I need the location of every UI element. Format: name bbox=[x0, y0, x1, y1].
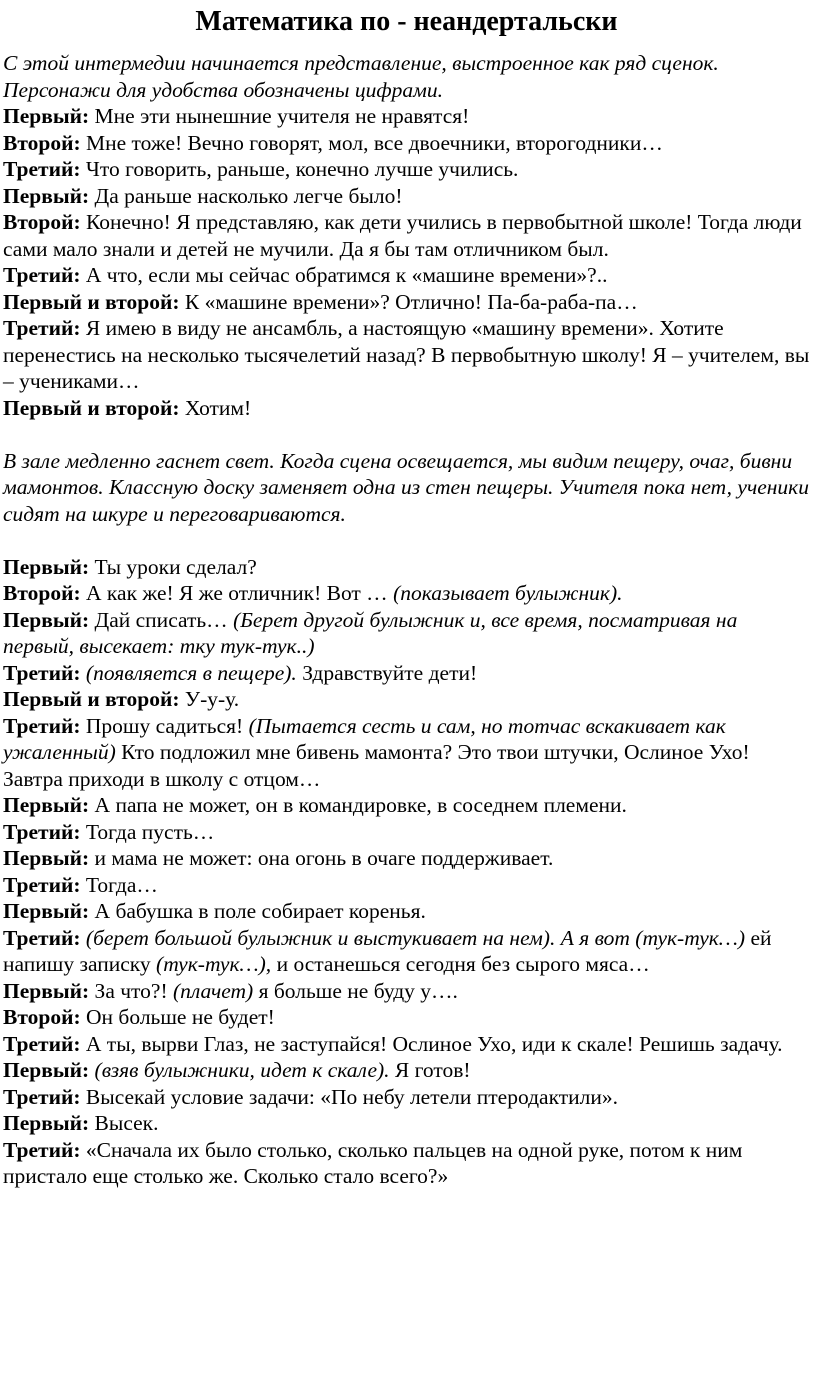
dialogue-line bbox=[3, 898, 810, 925]
dialogue-line bbox=[3, 1057, 810, 1084]
line-text: Я имею в виду не ансамбль, а настоящую «машину времени». Хотите перенестись на несколько тысячелетий назад? В первобытную школу! Я – учителем, вы – учениками… bbox=[3, 316, 810, 393]
speaker-label: Первый: bbox=[3, 978, 90, 1003]
line-text: За что?! bbox=[94, 978, 168, 1003]
dialogue-line bbox=[3, 792, 810, 819]
dialogue-line bbox=[3, 1084, 810, 1111]
line-text: и мама не может: она огонь в очаге поддерживает. bbox=[94, 846, 554, 870]
line-text: А бабушка в поле собирает коренья. bbox=[94, 899, 426, 923]
speaker-label: Третий: bbox=[3, 316, 81, 340]
dialogue-line bbox=[3, 262, 810, 289]
speaker-label: Третий: bbox=[3, 819, 81, 844]
speaker-label: Третий: bbox=[3, 1084, 81, 1109]
dialogue-line bbox=[3, 1110, 810, 1137]
line-text: я больше не буду у…. bbox=[258, 978, 458, 1003]
line-text: Здравствуйте дети! bbox=[302, 660, 478, 685]
line-text: А папа не может, он в командировке, в соседнем племени. bbox=[94, 793, 627, 817]
speaker-label: Второй: bbox=[3, 130, 81, 155]
line-text: Да раньше насколько легче было! bbox=[94, 183, 403, 208]
line-text: Прошу садиться! bbox=[85, 713, 244, 738]
remark-text: (Пытается сесть и сам, но тотчас вскакивает как ужаленный) bbox=[3, 713, 726, 764]
paragraph-gap bbox=[3, 421, 810, 448]
line-text: А что, если мы сейчас обратимся к «машине времени»?.. bbox=[85, 263, 608, 287]
dialogue-line bbox=[3, 1137, 810, 1190]
remark-text: (Берет другой булыжник и, все время, посматривая на первый, высекает: тку тук-тук..) bbox=[3, 607, 738, 658]
dialogue-line bbox=[3, 130, 810, 157]
dialogue-line bbox=[3, 978, 810, 1005]
remark-text: (показывает булыжник). bbox=[393, 581, 623, 605]
remark-text: (берет большой булыжник и выстукивает на нем). А я вот (тук-тук…) bbox=[85, 925, 746, 950]
dialogue-line bbox=[3, 607, 810, 660]
line-text: Он больше не будет! bbox=[86, 1005, 275, 1029]
dialogue-line bbox=[3, 554, 810, 581]
line-text: Мне эти нынешние учителя не нравятся! bbox=[94, 104, 470, 128]
dialogue-line bbox=[3, 103, 810, 130]
dialogue-line bbox=[3, 395, 810, 422]
speaker-label: Первый: bbox=[3, 607, 90, 632]
remark-text: (тук-тук…), bbox=[156, 952, 272, 976]
line-text: и останешься сегодня без сырого мяса… bbox=[276, 952, 650, 976]
line-text: Тогда… bbox=[85, 872, 158, 897]
dialogue-line bbox=[3, 845, 810, 872]
dialogue-line bbox=[3, 315, 810, 395]
speaker-label: Первый: bbox=[3, 1111, 90, 1135]
dialogue-line bbox=[3, 925, 810, 978]
line-text: Дай списать… bbox=[94, 607, 228, 632]
line-text: Кто подложил мне бивень мамонта? Это твои штучки, Ослиное Ухо! Завтра приходи в школу с отцом… bbox=[3, 740, 750, 791]
dialogue-line bbox=[3, 209, 810, 262]
speaker-label: Третий: bbox=[3, 1031, 81, 1056]
speaker-label: Первый: bbox=[3, 899, 90, 923]
dialogue-line bbox=[3, 289, 810, 316]
speaker-label: Третий: bbox=[3, 660, 81, 685]
speaker-label: Первый: bbox=[3, 104, 90, 128]
line-text: Хотим! bbox=[184, 395, 252, 420]
speaker-label: Первый и второй: bbox=[3, 395, 180, 420]
dialogue-line bbox=[3, 713, 810, 793]
line-text: А ты, вырви Глаз, не заступайся! Ослиное Ухо, иди к скале! Решишь задачу. bbox=[85, 1031, 783, 1056]
speaker-label: Первый: bbox=[3, 554, 90, 579]
speaker-label: Первый: bbox=[3, 183, 90, 208]
line-text: К «машине времени»? Отлично! Па-ба-раба-па… bbox=[184, 289, 638, 314]
speaker-label: Второй: bbox=[3, 581, 81, 605]
speaker-label: Первый и второй: bbox=[3, 289, 180, 314]
line-text: Конечно! Я представляю, как дети учились в первобытной школе! Тогда люди сами мало знали и детей не мучили. Да я бы там отличником был. bbox=[3, 210, 802, 261]
script-text bbox=[3, 50, 810, 1190]
speaker-label: Первый и второй: bbox=[3, 687, 180, 711]
line-text: Что говорить, раньше, конечно лучше учились. bbox=[85, 157, 519, 181]
dialogue-line bbox=[3, 156, 810, 183]
line-text: Тогда пусть… bbox=[85, 819, 215, 844]
speaker-label: Третий: bbox=[3, 263, 81, 287]
dialogue-line bbox=[3, 580, 810, 607]
dialogue-line bbox=[3, 1031, 810, 1058]
line-text: Высек. bbox=[94, 1111, 159, 1135]
line-text: Мне тоже! Вечно говорят, мол, все двоечники, второгодники… bbox=[86, 130, 663, 155]
speaker-label: Второй: bbox=[3, 210, 81, 234]
speaker-label: Первый: bbox=[3, 1058, 90, 1082]
document-page bbox=[0, 4, 816, 1373]
speaker-label: Третий: bbox=[3, 872, 81, 897]
speaker-label: Первый: bbox=[3, 793, 90, 817]
dialogue-line bbox=[3, 183, 810, 210]
line-text: А как же! Я же отличник! Вот … bbox=[86, 581, 388, 605]
paragraph-gap bbox=[3, 527, 810, 554]
dialogue-line bbox=[3, 819, 810, 846]
line-text: Ты уроки сделал? bbox=[94, 554, 257, 579]
line-text: У-у-у. bbox=[184, 687, 240, 711]
line-text: Высекай условие задачи: «По небу летели птеродактили». bbox=[85, 1084, 618, 1109]
page-title: Математика по - неандертальски bbox=[195, 6, 618, 37]
dialogue-line bbox=[3, 660, 810, 687]
speaker-label: Третий: bbox=[3, 713, 81, 738]
remark-text: (плачет) bbox=[173, 978, 254, 1003]
remark-text: (взяв булыжники, идет к скале). bbox=[94, 1058, 390, 1082]
speaker-label: Третий: bbox=[3, 157, 81, 181]
dialogue-line bbox=[3, 1004, 810, 1031]
speaker-label: Третий: bbox=[3, 1137, 81, 1162]
line-text: «Сначала их было столько, сколько пальцев на одной руке, потом к ним пристало еще столько же. Сколько стало всего?» bbox=[3, 1137, 743, 1188]
line-text: Я готов! bbox=[394, 1058, 471, 1082]
speaker-label: Второй: bbox=[3, 1005, 81, 1029]
line-text: ей напишу записку bbox=[3, 925, 772, 976]
intro-paragraph: С этой интермедии начинается представление, выстроенное как ряд сценок. Персонажи для удобства обозначены цифрами. bbox=[3, 51, 719, 102]
speaker-label: Первый: bbox=[3, 846, 90, 870]
dialogue-line bbox=[3, 872, 810, 899]
stage-direction: В зале медленно гаснет свет. Когда сцена освещается, мы видим пещеру, очаг, бивни мамонтов. Классную доску заменяет одна из стен пещеры. Учителя пока нет, ученики сидят на шкуре и переговариваются. bbox=[3, 448, 809, 526]
speaker-label: Третий: bbox=[3, 925, 81, 950]
remark-text: (появляется в пещере). bbox=[85, 660, 297, 685]
dialogue-line bbox=[3, 686, 810, 713]
